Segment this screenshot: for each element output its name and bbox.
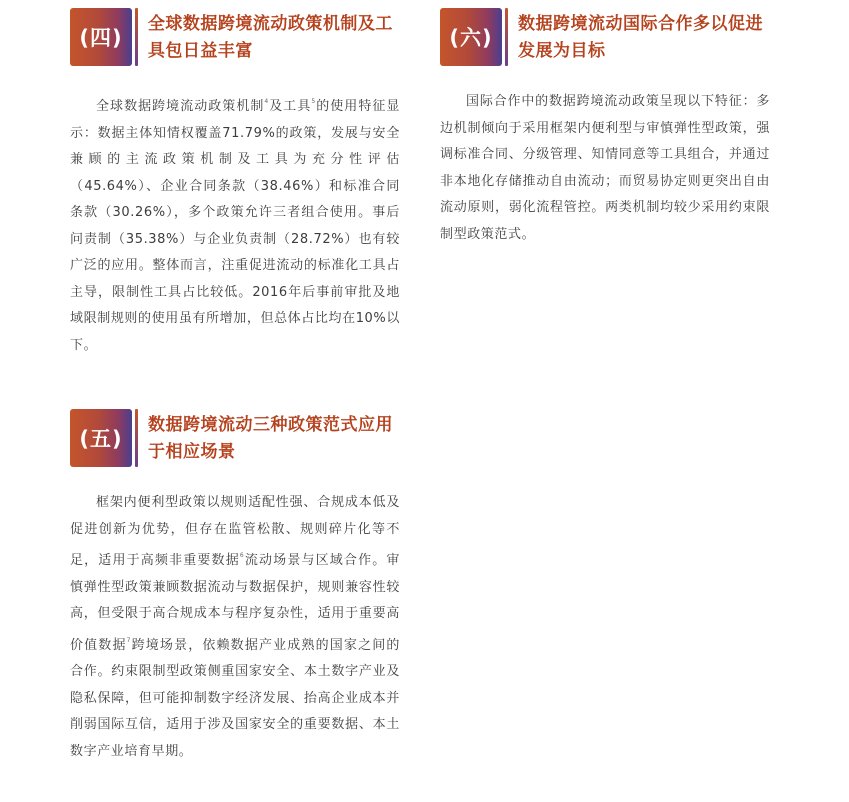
footnote-5: 5 xyxy=(311,98,316,105)
footnote-4: 4 xyxy=(264,98,269,105)
section-4 xyxy=(70,8,400,359)
section-4-text-1: 全球数据跨境流动政策机制 xyxy=(96,99,265,114)
section-4-text-3: 的使用特征显示：数据主体知情权覆盖71.79%的政策，发展与安全兼顾的主流政策机制及工具为充分性评估（45.64%）、企业合同条款（38.46%）和标准合同条款（30.26%），多个政策允许三者组合使用。事后问责制（35.38%）与企业负责制（28.72%）也有较广泛的应用。整体而言，注重促进流动的标准化工具占主导，限制性工具占比较低。2016年后事前审批及地域限制规则的使用虽有所增加，但总体占比均在10%以下。 xyxy=(70,99,400,353)
section-6-badge: (六) xyxy=(440,8,502,66)
footnote-7: 7 xyxy=(126,636,132,644)
section-4-badge-bar xyxy=(135,8,138,66)
section-4-paragraph xyxy=(70,89,400,359)
section-6-paragraph xyxy=(440,89,770,248)
section-6-text-1: 国际合作中的数据跨境流动政策呈现以下特征：多边机制倾向于采用框架内便利型与审慎弹性型政策，强调标准合同、分级管理、知情同意等工具组合，并通过非本地化存储推动自由流动；而贸易协定则更突出自由流动原则，弱化流程管控。两类机制均较少采用约束限制型政策范式。 xyxy=(440,94,770,242)
section-6-badge-bar xyxy=(505,8,508,66)
section-5-text-2: 流动场景与区域合作。审慎弹性型政策兼顾数据流动与数据保护，规则兼容性较高，但受限于高合规成本与程序复杂性，适用于重要高价值数据 xyxy=(70,553,401,653)
section-6-title: 数据跨境流动国际合作多以促进发展为目标 xyxy=(518,14,764,61)
section-5 xyxy=(70,409,400,765)
section-6 xyxy=(440,8,770,248)
section-4-text-2: 及工具 xyxy=(268,99,312,114)
section-5-title: 数据跨境流动三种政策范式应用于相应场景 xyxy=(148,415,394,462)
section-5-paragraph xyxy=(70,490,400,765)
section-4-title: 全球数据跨境流动政策机制及工具包日益丰富 xyxy=(147,14,393,61)
section-4-badge: (四) xyxy=(70,8,132,66)
section-5-badge: (五) xyxy=(70,409,132,467)
section-5-text-1: 框架内便利型政策以规则适配性强、合规成本低及促进创新为优势，但存在监管松散、规则碎片化等不足，适用于高频非重要数据 xyxy=(70,495,400,568)
section-6-header xyxy=(440,8,770,66)
section-5-text-3: 跨境场景，依赖数据产业成熟的国家之间的合作。约束限制型政策侧重国家安全、本土数字产业及隐私保障，但可能抑制数字经济发展、抬高企业成本并削弱国际互信，适用于涉及国家安全的重要数据、本土数字产业培育早期。 xyxy=(70,637,400,759)
section-4-header xyxy=(70,8,400,66)
section-5-badge-bar xyxy=(135,409,138,467)
section-5-header xyxy=(70,409,400,467)
footnote-6: 6 xyxy=(239,552,245,559)
